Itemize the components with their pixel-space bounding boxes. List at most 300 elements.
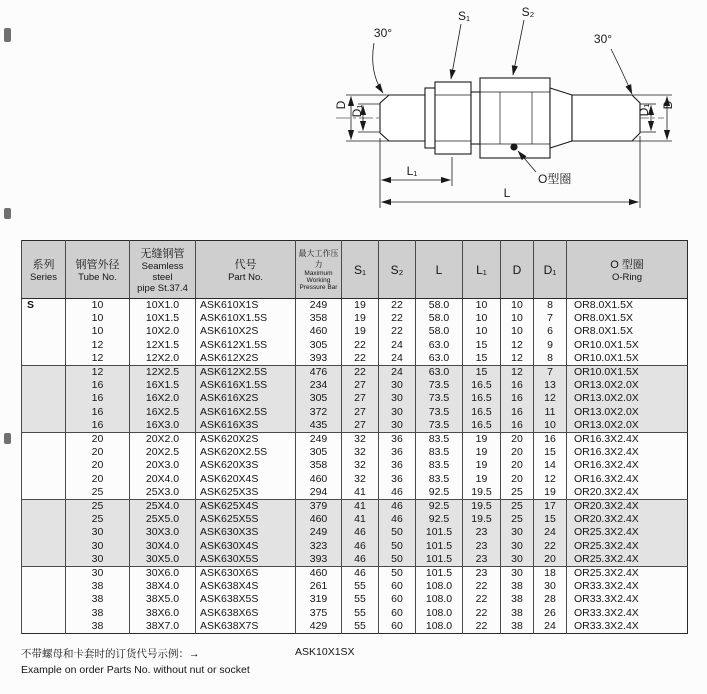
value-cell: 46 (379, 499, 416, 512)
value-cell: 20 (501, 473, 534, 486)
value-cell: 23 (463, 553, 501, 566)
neck (471, 92, 480, 144)
col-header-series (22, 241, 66, 299)
scan-mark (4, 433, 11, 444)
spec-table-body (22, 299, 688, 634)
value-cell: 16X2.0 (130, 392, 196, 405)
value-cell: ASK620X2.5S (196, 446, 296, 459)
series-cell (22, 593, 66, 606)
value-cell: 36 (379, 432, 416, 445)
dim-label-d1-right: D₁ (637, 103, 651, 117)
value-cell: 12X2.0 (130, 352, 196, 365)
value-cell: OR33.3X2.4X (567, 620, 688, 633)
value-cell: 30 (501, 540, 534, 553)
header-label: S₁ (353, 262, 367, 277)
header-label-en: Series (30, 272, 57, 283)
value-cell: 101.5 (416, 566, 463, 579)
value-cell: 73.5 (416, 392, 463, 405)
value-cell: OR13.0X2.0X (567, 379, 688, 392)
value-cell: 10 (66, 299, 130, 312)
value-cell: 16X3.0 (130, 419, 196, 432)
value-cell: 19 (463, 459, 501, 472)
value-cell: OR8.0X1.5X (567, 299, 688, 312)
value-cell: 20 (501, 432, 534, 445)
dim-label-s2: S₂ (521, 5, 535, 19)
value-cell: 10 (501, 299, 534, 312)
value-cell: 28 (534, 593, 567, 606)
value-cell: 30 (379, 392, 416, 405)
value-cell: 12 (501, 365, 534, 378)
value-cell: 8 (534, 352, 567, 365)
header-label: L (435, 262, 443, 277)
value-cell: ASK612X2S (196, 352, 296, 365)
value-cell: 12 (66, 365, 130, 378)
value-cell: 16.5 (463, 392, 501, 405)
value-cell: 46 (379, 513, 416, 526)
header-label-en: Part No. (228, 272, 263, 283)
value-cell: 7 (534, 312, 567, 325)
value-cell: 41 (342, 486, 379, 499)
value-cell: 30X4.0 (130, 540, 196, 553)
value-cell: 10X2.0 (130, 325, 196, 338)
value-cell: 24 (534, 620, 567, 633)
value-cell: 22 (463, 606, 501, 619)
fitting-drawing-svg (0, 0, 707, 236)
value-cell: 60 (379, 606, 416, 619)
leader-s2 (513, 20, 524, 75)
value-cell: 22 (342, 352, 379, 365)
tube-right (572, 95, 640, 141)
value-cell: 101.5 (416, 526, 463, 539)
series-cell (22, 325, 66, 338)
value-cell: 20X2.0 (130, 432, 196, 445)
value-cell: 476 (296, 365, 342, 378)
value-cell: 19 (463, 446, 501, 459)
value-cell: 8 (534, 299, 567, 312)
dim-label-d-left: D (334, 100, 348, 110)
value-cell: 26 (534, 606, 567, 619)
value-cell: OR20.3X2.4X (567, 486, 688, 499)
nut-s1 (435, 82, 471, 154)
value-cell: 15 (463, 352, 501, 365)
series-cell (22, 446, 66, 459)
value-cell: ASK612X2.5S (196, 365, 296, 378)
value-cell: ASK630X3S (196, 526, 296, 539)
value-cell: 36 (379, 473, 416, 486)
value-cell: 83.5 (416, 446, 463, 459)
header-label-cn: 无缝钢管 (140, 248, 185, 260)
value-cell: 25 (501, 513, 534, 526)
spec-row (22, 299, 688, 312)
value-cell: 32 (342, 432, 379, 445)
value-cell: 41 (342, 499, 379, 512)
value-cell: OR13.0X2.0X (567, 406, 688, 419)
series-cell (22, 392, 66, 405)
spec-row (22, 406, 688, 419)
value-cell: 20 (501, 446, 534, 459)
washer (425, 88, 435, 148)
value-cell: 46 (342, 553, 379, 566)
value-cell: 38 (66, 580, 130, 593)
series-cell (22, 580, 66, 593)
value-cell: 12 (66, 352, 130, 365)
leader-angle-left (373, 43, 383, 93)
value-cell: 30 (379, 406, 416, 419)
value-cell: 27 (342, 379, 379, 392)
value-cell: 10 (463, 325, 501, 338)
value-cell: 15 (534, 513, 567, 526)
value-cell: 55 (342, 606, 379, 619)
col-header-d1 (534, 241, 567, 299)
series-cell (22, 406, 66, 419)
spec-row (22, 379, 688, 392)
value-cell: ASK625X5S (196, 513, 296, 526)
value-cell: 38 (501, 606, 534, 619)
value-cell: 24 (379, 365, 416, 378)
value-cell: 63.0 (416, 365, 463, 378)
value-cell: 73.5 (416, 406, 463, 419)
value-cell: 15 (463, 339, 501, 352)
value-cell: 46 (342, 526, 379, 539)
col-header-pipe (130, 241, 196, 299)
value-cell: 27 (342, 419, 379, 432)
header-label-cn: 最大工作压力 (298, 249, 339, 269)
value-cell: 101.5 (416, 553, 463, 566)
value-cell: 393 (296, 553, 342, 566)
value-cell: 63.0 (416, 352, 463, 365)
value-cell: 20 (66, 446, 130, 459)
value-cell: OR33.3X2.4X (567, 593, 688, 606)
value-cell: 234 (296, 379, 342, 392)
value-cell: 10X1.0 (130, 299, 196, 312)
value-cell: 19.5 (463, 486, 501, 499)
value-cell: 10 (66, 325, 130, 338)
value-cell: OR33.3X2.4X (567, 606, 688, 619)
value-cell: 50 (379, 526, 416, 539)
value-cell: 20 (66, 459, 130, 472)
value-cell: 55 (342, 593, 379, 606)
value-cell: 25X5.0 (130, 513, 196, 526)
value-cell: 30 (66, 566, 130, 579)
value-cell: 83.5 (416, 432, 463, 445)
value-cell: 393 (296, 352, 342, 365)
value-cell: OR8.0X1.5X (567, 312, 688, 325)
col-header-l (416, 241, 463, 299)
col-header-tube (66, 241, 130, 299)
spec-row (22, 580, 688, 593)
header-label: D (512, 262, 522, 277)
value-cell: 19 (534, 486, 567, 499)
value-cell: OR33.3X2.4X (567, 580, 688, 593)
spec-row (22, 513, 688, 526)
spec-row (22, 473, 688, 486)
value-cell: 12 (501, 339, 534, 352)
value-cell: 24 (534, 526, 567, 539)
series-cell (22, 540, 66, 553)
value-cell: 24 (379, 339, 416, 352)
value-cell: 16.5 (463, 406, 501, 419)
header-label-cn: 系列 (32, 259, 55, 271)
value-cell: 19 (342, 312, 379, 325)
value-cell: OR8.0X1.5X (567, 325, 688, 338)
series-cell (22, 339, 66, 352)
value-cell: ASK610X1S (196, 299, 296, 312)
value-cell: 16 (66, 419, 130, 432)
series-cell: S (22, 299, 66, 312)
value-cell: 25X3.0 (130, 486, 196, 499)
value-cell: 25 (66, 499, 130, 512)
value-cell: 358 (296, 459, 342, 472)
value-cell: 32 (342, 459, 379, 472)
value-cell: 30 (379, 379, 416, 392)
footer-example-part: ASK10X1SX (295, 646, 355, 658)
value-cell: 10 (463, 299, 501, 312)
value-cell: 46 (379, 486, 416, 499)
value-cell: 30 (66, 540, 130, 553)
value-cell: 23 (463, 566, 501, 579)
value-cell: 25 (66, 486, 130, 499)
value-cell: 18 (534, 566, 567, 579)
series-cell (22, 419, 66, 432)
header-label: D₁ (543, 262, 557, 277)
value-cell: 22 (534, 540, 567, 553)
value-cell: 30 (501, 526, 534, 539)
tube-left (380, 95, 425, 141)
value-cell: 108.0 (416, 580, 463, 593)
value-cell: 16.5 (463, 379, 501, 392)
value-cell: OR16.3X2.4X (567, 446, 688, 459)
value-cell: 50 (379, 553, 416, 566)
value-cell: 16 (66, 392, 130, 405)
value-cell: 17 (534, 499, 567, 512)
value-cell: 108.0 (416, 620, 463, 633)
header-label-cn: 钢管外径 (75, 259, 120, 271)
value-cell: 22 (463, 620, 501, 633)
col-header-pressure (296, 241, 342, 299)
value-cell: 22 (463, 593, 501, 606)
value-cell: 32 (342, 473, 379, 486)
value-cell: 16 (501, 392, 534, 405)
value-cell: ASK616X3S (196, 419, 296, 432)
value-cell: 23 (463, 526, 501, 539)
value-cell: 460 (296, 473, 342, 486)
value-cell: ASK620X4S (196, 473, 296, 486)
footer-note-en: Example on order Parts No. without nut or socket (21, 664, 250, 676)
value-cell: OR25.3X2.4X (567, 526, 688, 539)
value-cell: 16.5 (463, 419, 501, 432)
value-cell: 58.0 (416, 299, 463, 312)
value-cell: 20 (66, 432, 130, 445)
value-cell: 83.5 (416, 473, 463, 486)
value-cell: 32 (342, 446, 379, 459)
spec-row (22, 352, 688, 365)
col-header-d (501, 241, 534, 299)
col-header-oring (567, 241, 688, 299)
value-cell: 30 (66, 553, 130, 566)
value-cell: 20 (66, 473, 130, 486)
value-cell: 20 (534, 553, 567, 566)
value-cell: 12X2.5 (130, 365, 196, 378)
spec-row (22, 606, 688, 619)
dim-label-d1-left: D₁ (350, 104, 364, 118)
spec-row (22, 325, 688, 338)
value-cell: 379 (296, 499, 342, 512)
dim-label-angle-right: 30° (593, 32, 613, 46)
value-cell: 38X5.0 (130, 593, 196, 606)
series-cell (22, 526, 66, 539)
value-cell: 19 (463, 432, 501, 445)
value-cell: 10 (501, 312, 534, 325)
value-cell: ASK625X3S (196, 486, 296, 499)
value-cell: 55 (342, 580, 379, 593)
series-cell (22, 553, 66, 566)
value-cell: ASK638X5S (196, 593, 296, 606)
value-cell: ASK616X2.5S (196, 406, 296, 419)
value-cell: ASK620X3S (196, 459, 296, 472)
value-cell: 16 (501, 379, 534, 392)
value-cell: 16 (501, 406, 534, 419)
spec-row (22, 459, 688, 472)
value-cell: 36 (379, 446, 416, 459)
spec-row (22, 392, 688, 405)
value-cell: 38 (66, 606, 130, 619)
series-cell (22, 379, 66, 392)
value-cell: 60 (379, 580, 416, 593)
value-cell: 323 (296, 540, 342, 553)
value-cell: ASK610X1.5S (196, 312, 296, 325)
value-cell: 30 (534, 580, 567, 593)
dim-label-s1: S₁ (457, 9, 471, 23)
value-cell: OR20.3X2.4X (567, 499, 688, 512)
value-cell: ASK630X5S (196, 553, 296, 566)
value-cell: 10 (463, 312, 501, 325)
fitting-body (380, 78, 640, 158)
header-label-en: Seamless steel (141, 261, 184, 283)
value-cell: 24 (379, 352, 416, 365)
header-label-cn: O 型圈 (610, 259, 644, 271)
value-cell: 92.5 (416, 513, 463, 526)
value-cell: 27 (342, 392, 379, 405)
spec-row (22, 553, 688, 566)
value-cell: 46 (342, 566, 379, 579)
value-cell: OR13.0X2.0X (567, 419, 688, 432)
value-cell: 30X5.0 (130, 553, 196, 566)
value-cell: 20X4.0 (130, 473, 196, 486)
value-cell: 16X2.5 (130, 406, 196, 419)
value-cell: 11 (534, 406, 567, 419)
value-cell: 38X6.0 (130, 606, 196, 619)
value-cell: 9 (534, 339, 567, 352)
value-cell: 36 (379, 459, 416, 472)
value-cell: ASK630X6S (196, 566, 296, 579)
value-cell: ASK638X7S (196, 620, 296, 633)
value-cell: ASK620X2S (196, 432, 296, 445)
value-cell: 108.0 (416, 606, 463, 619)
value-cell: ASK616X2S (196, 392, 296, 405)
value-cell: 46 (342, 540, 379, 553)
value-cell: 10X1.5 (130, 312, 196, 325)
col-header-l1 (463, 241, 501, 299)
spec-row (22, 446, 688, 459)
series-cell (22, 352, 66, 365)
value-cell: ASK612X1.5S (196, 339, 296, 352)
value-cell: 108.0 (416, 593, 463, 606)
dim-label-l: L (503, 186, 511, 200)
spec-row (22, 526, 688, 539)
value-cell: 305 (296, 339, 342, 352)
value-cell: 10 (501, 325, 534, 338)
spec-row (22, 540, 688, 553)
o-ring-label: O型圈 (538, 172, 572, 186)
value-cell: 30 (501, 553, 534, 566)
spec-row (22, 339, 688, 352)
value-cell: 16X1.5 (130, 379, 196, 392)
leader-s1 (451, 24, 461, 79)
header-label-en: O-Ring (611, 272, 643, 283)
spec-row (22, 620, 688, 633)
value-cell: 249 (296, 526, 342, 539)
value-cell: 372 (296, 406, 342, 419)
value-cell: 12 (534, 473, 567, 486)
value-cell: OR25.3X2.4X (567, 540, 688, 553)
series-cell (22, 473, 66, 486)
value-cell: 375 (296, 606, 342, 619)
value-cell: 10 (534, 419, 567, 432)
value-cell: 15 (534, 446, 567, 459)
value-cell: 435 (296, 419, 342, 432)
value-cell: 16 (66, 406, 130, 419)
value-cell: 92.5 (416, 486, 463, 499)
value-cell: 25 (501, 499, 534, 512)
value-cell: 12X1.5 (130, 339, 196, 352)
value-cell: 58.0 (416, 325, 463, 338)
value-cell: 305 (296, 446, 342, 459)
value-cell: 16 (534, 432, 567, 445)
value-cell: 305 (296, 392, 342, 405)
value-cell: OR13.0X2.0X (567, 392, 688, 405)
value-cell: 38 (501, 620, 534, 633)
value-cell: ASK638X6S (196, 606, 296, 619)
value-cell: 15 (463, 365, 501, 378)
col-header-s1 (342, 241, 379, 299)
value-cell: 22 (463, 580, 501, 593)
value-cell: 22 (379, 325, 416, 338)
value-cell: 101.5 (416, 540, 463, 553)
value-cell: ASK610X2S (196, 325, 296, 338)
value-cell: OR10.0X1.5X (567, 352, 688, 365)
value-cell: 460 (296, 513, 342, 526)
value-cell: OR16.3X2.4X (567, 473, 688, 486)
value-cell: OR10.0X1.5X (567, 365, 688, 378)
spec-row (22, 486, 688, 499)
header-label-cn: 代号 (234, 259, 257, 271)
value-cell: 20 (501, 459, 534, 472)
value-cell: 460 (296, 566, 342, 579)
series-cell (22, 606, 66, 619)
series-cell (22, 513, 66, 526)
value-cell: OR16.3X2.4X (567, 432, 688, 445)
value-cell: 12 (534, 392, 567, 405)
spec-row (22, 365, 688, 378)
header-label-en: Maximum Working (304, 270, 333, 284)
value-cell: 30 (66, 526, 130, 539)
value-cell: 50 (379, 566, 416, 579)
value-cell: 358 (296, 312, 342, 325)
header-label: L₁ (476, 262, 487, 277)
value-cell: 22 (342, 339, 379, 352)
value-cell: 38 (66, 593, 130, 606)
value-cell: 14 (534, 459, 567, 472)
